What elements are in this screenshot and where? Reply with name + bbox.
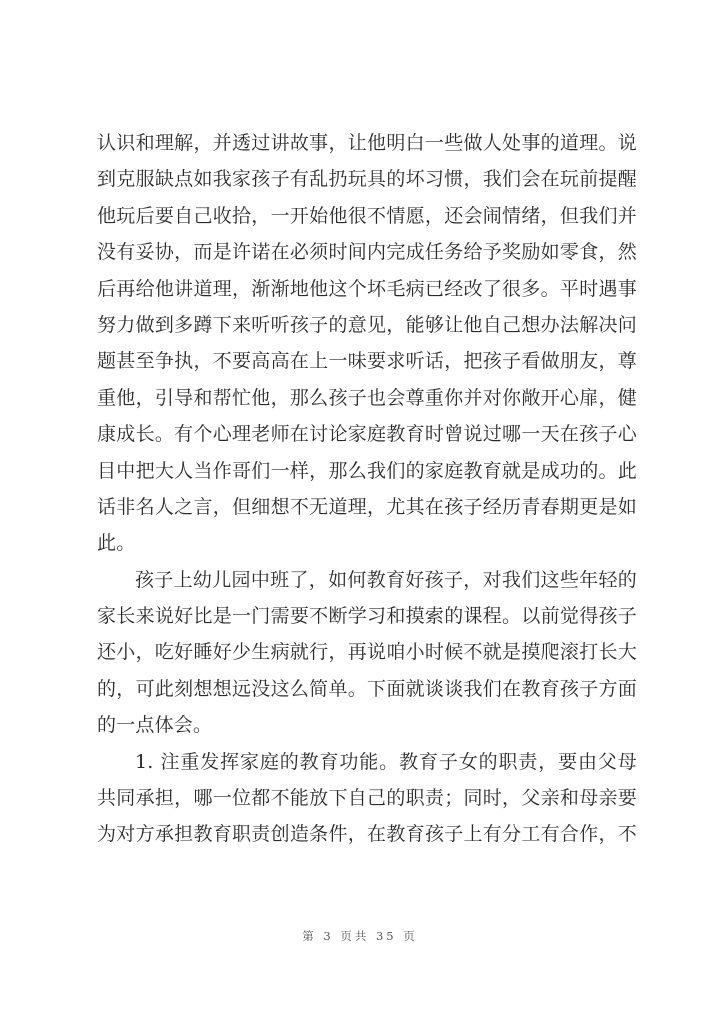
text-line: 的一点体会。 <box>97 714 213 737</box>
text-line: 康成长。有个心理老师在讨论家庭教育时曾说过哪一天在孩子心 <box>97 423 637 446</box>
text-line: 题甚至争执，不要高高在上一味要求听话，把孩子看做朋友，尊 <box>97 350 637 373</box>
text-line: 的，可此刻想想远没这么简单。下面就谈谈我们在教育孩子方面 <box>97 677 637 700</box>
text-line: 后再给他讲道理，渐渐地他这个坏毛病已经改了很多。平时遇事 <box>97 277 637 300</box>
page-number-footer: 第 3 页共 35 页 <box>302 929 418 943</box>
text-line: 没有妥协，而是许诺在必须时间内完成任务给予奖励如零食，然 <box>97 241 637 264</box>
text-line: 到克服缺点如我家孩子有乱扔玩具的坏习惯，我们会在玩前提醒 <box>97 168 637 191</box>
body-text <box>97 125 637 853</box>
text-line: 话非名人之言，但细想不无道理，尤其在孩子经历青春期更是如 <box>97 495 637 518</box>
text-line: 努力做到多蹲下来听听孩子的意见，能够让他自己想办法解决问 <box>97 313 637 336</box>
text-line: 重他，引导和帮忙他，那么孩子也会尊重你并对你敞开心扉，健 <box>97 386 637 409</box>
text-line: 1. 注重发挥家庭的教育功能。教育子女的职责，要由父母 <box>135 750 637 773</box>
text-line: 孩子上幼儿园中班了，如何教育好孩子，对我们这些年轻的 <box>135 568 637 591</box>
text-line: 此。 <box>97 532 136 555</box>
text-line: 他玩后要自己收拾，一开始他很不情愿，还会闹情绪，但我们并 <box>97 204 637 227</box>
text-line: 家长来说好比是一门需要不断学习和摸索的课程。以前觉得孩子 <box>97 605 637 628</box>
text-line: 为对方承担教育职责创造条件，在教育孩子上有分工有合作，不 <box>97 823 637 846</box>
text-line: 共同承担，哪一位都不能放下自己的职责；同时，父亲和母亲要 <box>97 787 637 810</box>
text-line: 认识和理解，并透过讲故事，让他明白一些做人处事的道理。说 <box>97 132 637 154</box>
text-line: 还小，吃好睡好少生病就行，再说咱小时候不就是摸爬滚打长大 <box>97 641 637 664</box>
text-line: 目中把大人当作哥们一样，那么我们的家庭教育就是成功的。此 <box>97 459 637 482</box>
